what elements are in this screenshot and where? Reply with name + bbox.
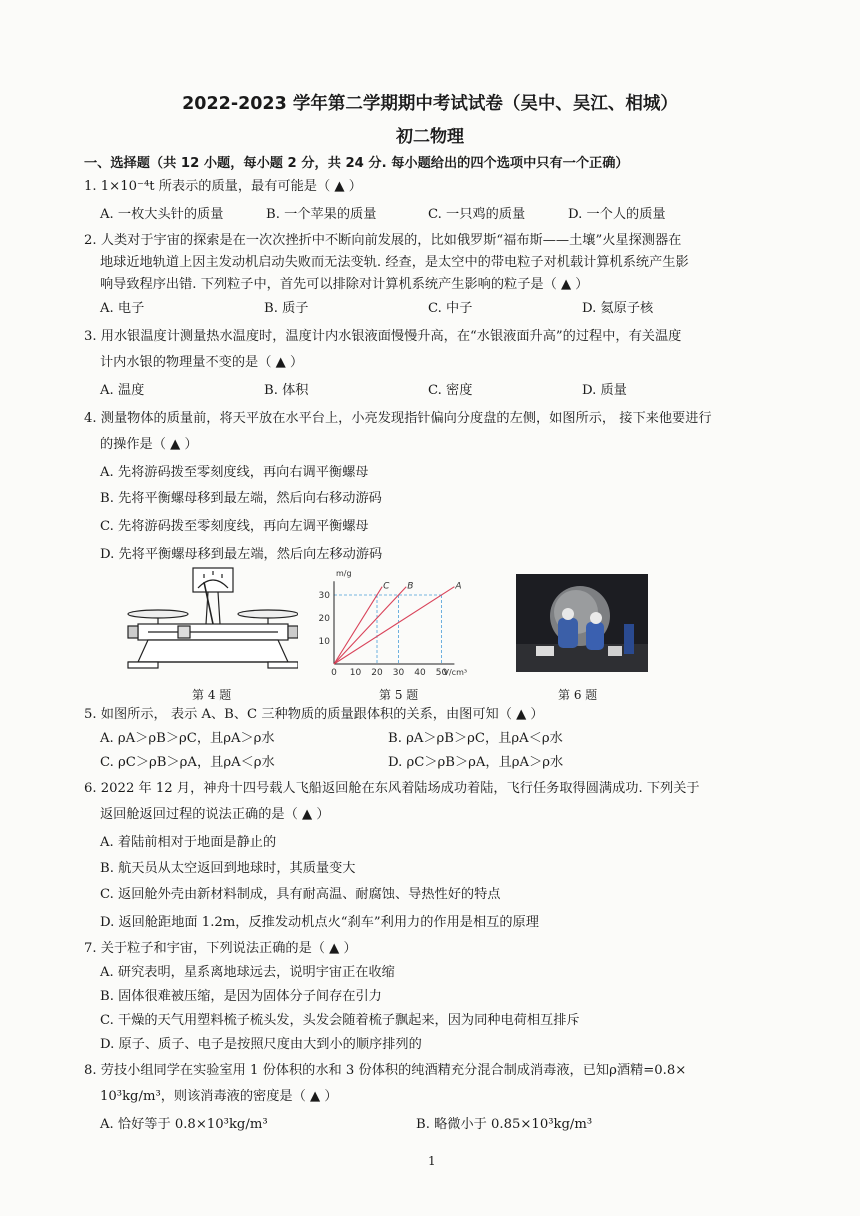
q3-option-d: D. 质量 (582, 383, 627, 398)
y-tick-label: 10 (318, 637, 330, 647)
exam-title: 2022-2023 学年第二学期期中考试试卷（吴中、吴江、相城） (182, 94, 678, 114)
q2-option-c: C. 中子 (428, 301, 473, 316)
q6-option-b: B. 航天员从太空返回到地球时，其质量变大 (100, 861, 356, 876)
q2-option-a: A. 电子 (100, 301, 145, 316)
q6-line-1: 6. 2022 年 12 月，神舟十四号载人飞船返回舱在东风着陆场成功着陆，飞行任务取得圆满成功. 下列关于 (84, 781, 700, 796)
q7-option-c: C. 干燥的天气用塑料梳子梳头发，头发会随着梳子飘起来，因为同种电荷相互排斥 (100, 1013, 580, 1028)
q4-option-c: C. 先将游码拨至零刻度线，再向左调平衡螺母 (100, 519, 369, 534)
y-axis-unit: m/g (336, 569, 352, 578)
series-line-B (334, 587, 406, 664)
series-line-A (334, 587, 454, 664)
q1-option-a: A. 一枚大头针的质量 (100, 207, 224, 222)
x-tick-label: 10 (349, 668, 362, 678)
q2-line-2: 地球近地轨道上因主发动机启动失败而无法变轨. 经查，是太空中的带电粒子对机载计算机系统产生影 (100, 255, 689, 270)
q2-option-d: D. 氦原子核 (582, 301, 654, 316)
q7-option-d: D. 原子、质子、电子是按照尺度由大到小的顺序排列的 (100, 1037, 422, 1052)
q4-line-1: 4. 测量物体的质量前，将天平放在水平台上，小亮发现指针偏向分度盘的左侧，如图所示， 接下来他要进行 (84, 411, 712, 426)
q7-option-b: B. 固体很难被压缩，是因为固体分子间存在引力 (100, 989, 382, 1004)
x-tick-label: 20 (371, 668, 383, 678)
series-label-A: A (455, 581, 462, 592)
astronaut-landing-photo (516, 574, 648, 672)
q3-line-2: 计内水银的物理量不变的是（ ▲ ） (100, 355, 304, 370)
q5-option-a: A. ρA＞ρB＞ρC，且ρA＞ρ水 (100, 731, 275, 746)
q4-option-d: D. 先将平衡螺母移到最左端，然后向左移动游码 (100, 547, 383, 562)
q2-line-3: 响导致程序出错. 下列粒子中，首先可以排除对计算机系统产生影响的粒子是（ ▲ ） (100, 277, 589, 292)
q8-option-a: A. 恰好等于 0.8×10³kg/m³ (100, 1117, 268, 1132)
series-label-C: C (383, 581, 390, 592)
q2-option-b: B. 质子 (264, 301, 309, 316)
q5-option-d: D. ρC＞ρB＞ρA，且ρA＞ρ水 (388, 755, 564, 770)
mass-volume-chart (308, 568, 480, 680)
q4-line-2: 的操作是（ ▲ ） (100, 437, 198, 452)
q4-option-a: A. 先将游码拨至零刻度线，再向右调平衡螺母 (100, 465, 369, 480)
q3-option-a: A. 温度 (100, 383, 145, 398)
q6-option-d: D. 返回舱距地面 1.2m，反推发动机点火“刹车”利用力的作用是相互的原理 (100, 915, 539, 930)
exam-subject: 初二物理 (396, 127, 464, 147)
q3-option-b: B. 体积 (264, 383, 309, 398)
section-heading: 一、选择题（共 12 小题，每小题 2 分，共 24 分. 每小题给出的四个选项中只有一个正确） (84, 156, 629, 171)
q2-line-1: 2. 人类对于宇宙的探索是在一次次挫折中不断向前发展的，比如俄罗斯“福布斯——土壤”火星探测器在 (84, 233, 682, 248)
figure-5-caption: 第 5 题 (379, 688, 419, 702)
page-number: 1 (428, 1154, 436, 1168)
x-tick-label: 50 (435, 668, 448, 678)
q8-line-2: 10³kg/m³，则该消毒液的密度是（ ▲ ） (100, 1089, 338, 1104)
figure-6-caption: 第 6 题 (558, 688, 598, 702)
x-tick-label: 30 (392, 668, 405, 678)
y-tick-label: 20 (318, 614, 330, 624)
x-tick-label: 0 (331, 668, 337, 678)
figure-4-caption: 第 4 题 (192, 688, 232, 702)
q6-option-a: A. 着陆前相对于地面是静止的 (100, 835, 277, 850)
x-tick-label: 40 (414, 668, 426, 678)
q3-option-c: C. 密度 (428, 383, 473, 398)
series-label-B: B (407, 581, 414, 592)
q5-option-c: C. ρC＞ρB＞ρA，且ρA＜ρ水 (100, 755, 275, 770)
q1-option-d: D. 一个人的质量 (568, 207, 666, 222)
q5-stem: 5. 如图所示， 表示 A、B、C 三种物质的质量跟体积的关系，由图可知（ ▲ ） (84, 707, 544, 722)
q8-line-1: 8. 劳技小组同学在实验室用 1 份体积的水和 3 份体积的纯酒精充分混合制成消毒液，已知ρ酒精=0.8× (84, 1063, 687, 1078)
q5-option-b: B. ρA＞ρB＞ρC，且ρA＜ρ水 (388, 731, 563, 746)
q7-option-a: A. 研究表明，星系离地球远去，说明宇宙正在收缩 (100, 965, 395, 980)
q3-line-1: 3. 用水银温度计测量热水温度时，温度计内水银液面慢慢升高，在“水银液面升高”的过程中，有关温度 (84, 329, 682, 344)
q7-stem: 7. 关于粒子和宇宙，下列说法正确的是（ ▲ ） (84, 941, 357, 956)
q6-line-2: 返回舱返回过程的说法正确的是（ ▲ ） (100, 807, 330, 822)
q1-option-b: B. 一个苹果的质量 (266, 207, 377, 222)
series-line-C (334, 587, 382, 664)
q8-option-b: B. 略微小于 0.85×10³kg/m³ (416, 1117, 593, 1132)
y-tick-label: 30 (318, 591, 330, 601)
q4-option-b: B. 先将平衡螺母移到最左端，然后向右移动游码 (100, 491, 382, 506)
balance-scale-figure (118, 564, 298, 674)
q6-option-c: C. 返回舱外壳由新材料制成，具有耐高温、耐腐蚀、导热性好的特点 (100, 887, 501, 902)
q1-option-c: C. 一只鸡的质量 (428, 207, 526, 222)
x-axis-unit: V/cm³ (443, 668, 468, 677)
q1-stem: 1. 1×10⁻⁴t 所表示的质量，最有可能是（ ▲ ） (84, 179, 362, 194)
